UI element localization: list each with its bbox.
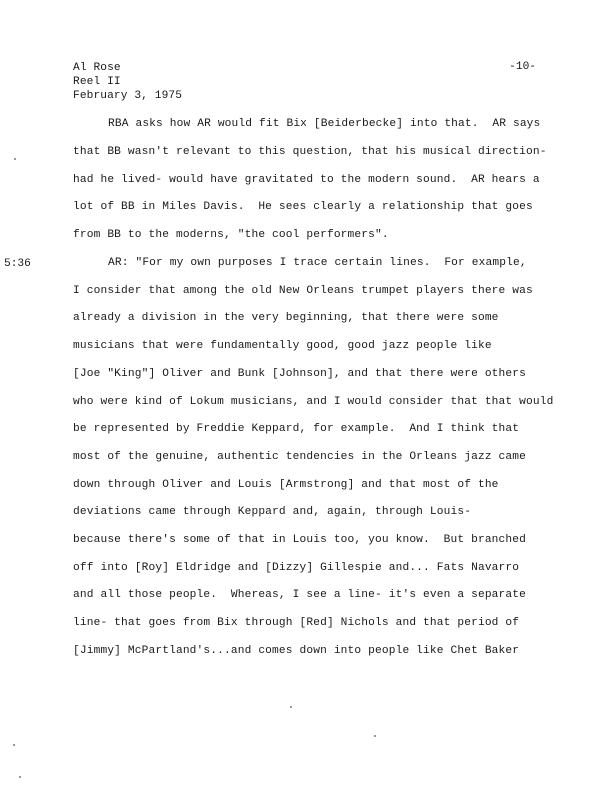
body-line: because there's some of that in Louis too, you know. But branched (73, 534, 526, 546)
scan-speck (290, 706, 292, 708)
margin-timestamp: 5:36 (4, 258, 31, 270)
scan-speck (374, 735, 376, 737)
body-line: had he lived- would have gravitated to the modern sound. AR hears a (73, 174, 540, 186)
scan-speck (14, 158, 16, 160)
body-line: [Joe "King"] Oliver and Bunk [Johnson], and that there were others (73, 368, 526, 380)
body-line: line- that goes from Bix through [Red] Nichols and that period of (73, 617, 520, 629)
header-date: February 3, 1975 (73, 90, 183, 102)
scan-speck (19, 776, 21, 778)
body-line: that BB wasn't relevant to this question, that his musical direction- (73, 146, 547, 158)
body-line: be represented by Freddie Keppard, for example. And I think that (73, 423, 520, 435)
header-name: Al Rose (73, 62, 121, 74)
body-line: and all those people. Whereas, I see a line- it's even a separate (73, 589, 526, 601)
body-line: who were kind of Lokum musicians, and I would consider that that would (73, 396, 554, 408)
page-number: -10- (509, 61, 536, 73)
body-line: from BB to the moderns, "the cool performers". (73, 229, 389, 241)
body-line: down through Oliver and Louis [Armstrong] and that most of the (73, 479, 499, 491)
header-reel: Reel II (73, 76, 121, 88)
scan-speck (13, 744, 15, 746)
body-line: most of the genuine, authentic tendencies in the Orleans jazz came (73, 451, 526, 463)
body-line: [Jimmy] McPartland's...and comes down into people like Chet Baker (73, 645, 520, 657)
body-line: RBA asks how AR would fit Bix [Beiderbecke] into that. AR says (108, 118, 541, 130)
body-line: off into [Roy] Eldridge and [Dizzy] Gillespie and... Fats Navarro (73, 562, 520, 574)
body-line: already a division in the very beginning, that there were some (73, 312, 499, 324)
body-line: AR: "For my own purposes I trace certain lines. For example, (108, 257, 527, 269)
body-line: musicians that were fundamentally good, good jazz people like (73, 340, 492, 352)
body-line: deviations came through Keppard and, again, through Louis- (73, 506, 472, 518)
body-line: lot of BB in Miles Davis. He sees clearly a relationship that goes (73, 201, 533, 213)
body-line: I consider that among the old New Orleans trumpet players there was (73, 285, 533, 297)
